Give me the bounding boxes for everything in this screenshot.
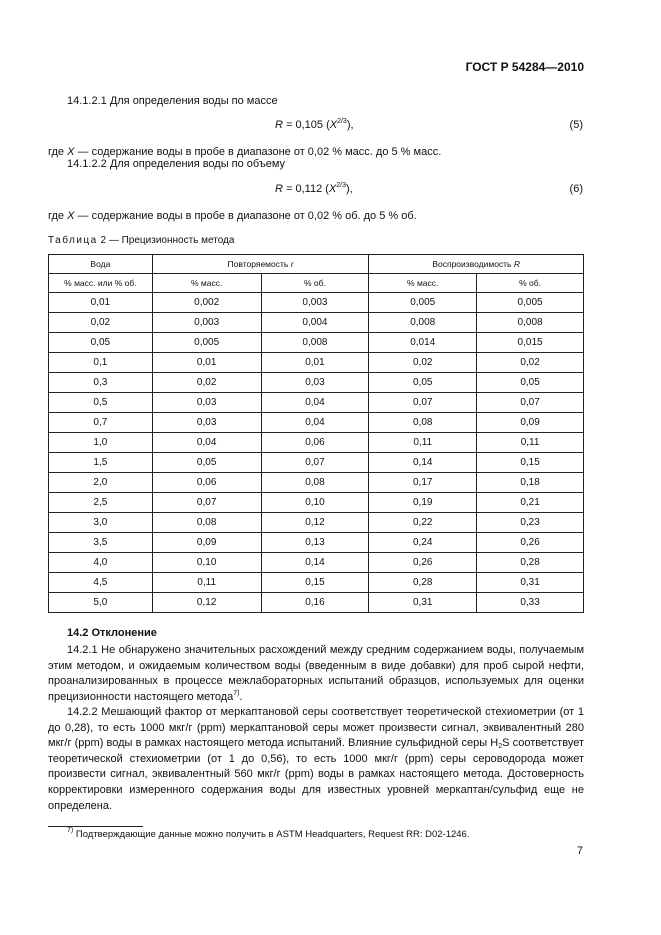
table-cell: 0,31 — [477, 573, 584, 593]
table-cell: 0,21 — [477, 493, 584, 513]
table-cell: 0,26 — [477, 533, 584, 553]
table-cell: 0,31 — [369, 593, 477, 613]
table-cell: 0,01 — [152, 353, 261, 373]
table-cell: 0,5 — [49, 393, 153, 413]
table-cell: 0,18 — [477, 473, 584, 493]
page-number: 7 — [576, 845, 583, 857]
table-cell: 0,08 — [369, 413, 477, 433]
table-cell: 0,08 — [261, 473, 369, 493]
table-cell: 0,26 — [369, 553, 477, 573]
table-row — [49, 333, 584, 353]
table-cell: 0,15 — [261, 573, 369, 593]
table-cell: 0,003 — [261, 293, 369, 313]
table-row — [49, 493, 584, 513]
table-cell: 0,005 — [477, 293, 584, 313]
table-cell: 0,06 — [152, 473, 261, 493]
table-cell: 0,04 — [152, 433, 261, 453]
paragraph-14-2-2: 14.2.2 Мешающий фактор от меркаптановой серы соответствует теоретической стехиометрии (от 1 до 0,28), то есть 1000 мкг/г (ppm) меркаптановой серы может произвести сигнал, эквивалентный 280 мкг/г (ppm) воды в рамках настоящего метода испытаний. Влияние сульфидной серы $H_2S$ соответствует теоретической стехиометрии (от 1 до 0,56), то есть 1000 мкг/г (ppm) серы сероводорода может произвести сигнал, эквивалентный 560 мкг/г (ppm) воды в рамках настоящего метода. Достоверность корректировки измеренного содержания воды для известных уровней меркаптан/сульфид еще не определена. — [48, 706, 584, 812]
table-cell: 0,005 — [369, 293, 477, 313]
table-row — [49, 433, 584, 453]
table-cell: 1,5 — [49, 453, 153, 473]
table-row — [49, 373, 584, 393]
table-row — [49, 453, 584, 473]
precision-table — [48, 254, 584, 613]
formula-6-number: (6) — [569, 183, 583, 195]
table-cell: 0,014 — [369, 333, 477, 353]
table-cell: 0,05 — [152, 453, 261, 473]
table-row — [49, 393, 584, 413]
footnote-divider — [48, 826, 143, 827]
formula-5: R = 0,105 $(X^{2/3})$, — [275, 118, 354, 131]
subhead-water-units: % масс. или % об. — [49, 274, 153, 293]
table-cell: 0,06 — [261, 433, 369, 453]
table-cell: 0,07 — [369, 393, 477, 413]
table-cell: 0,01 — [49, 293, 153, 313]
table-cell: 4,5 — [49, 573, 153, 593]
table-cell: 0,07 — [477, 393, 584, 413]
table-row — [49, 553, 584, 573]
table-cell: 0,1 — [49, 353, 153, 373]
table-cell: 0,04 — [261, 413, 369, 433]
table-row — [49, 573, 584, 593]
table-cell: 0,33 — [477, 593, 584, 613]
section-14-2-title: 14.2 Отклонение — [67, 627, 157, 639]
table-cell: 0,24 — [369, 533, 477, 553]
table-cell: 2,0 — [49, 473, 153, 493]
table-cell: 0,11 — [369, 433, 477, 453]
table-cell: 0,015 — [477, 333, 584, 353]
head-repeatability: Повторяемость r — [152, 255, 369, 274]
table-cell: 0,05 — [369, 373, 477, 393]
table-cell: 0,16 — [261, 593, 369, 613]
table-cell: 0,04 — [261, 393, 369, 413]
table-cell: 0,07 — [152, 493, 261, 513]
table-cell: 0,008 — [477, 313, 584, 333]
table-cell: 0,12 — [261, 513, 369, 533]
table-cell: 0,03 — [152, 393, 261, 413]
table-row — [49, 353, 584, 373]
table-cell: 0,01 — [261, 353, 369, 373]
head-reproducibility: Воспроизводимость R — [369, 255, 584, 274]
table-cell: 0,13 — [261, 533, 369, 553]
table-cell: 0,004 — [261, 313, 369, 333]
table-cell: 0,28 — [477, 553, 584, 573]
table-cell: 0,002 — [152, 293, 261, 313]
table-cell: 0,17 — [369, 473, 477, 493]
table-cell: 0,28 — [369, 573, 477, 593]
formula-6: R = 0,112 $(X^{2/3})$, — [275, 182, 353, 195]
table-cell: 0,11 — [477, 433, 584, 453]
table-cell: 0,02 — [477, 353, 584, 373]
formula-6-where: где X — содержание воды в пробе в диапазоне от 0,02 % об. до 5 % об. — [48, 210, 417, 222]
subhead-repeat-vol: % об. — [261, 274, 369, 293]
table-row — [49, 473, 584, 493]
formula-5-where: где X — содержание воды в пробе в диапазоне от 0,02 % масс. до 5 % масс. — [48, 146, 442, 158]
table-cell: 0,3 — [49, 373, 153, 393]
table-cell: 0,03 — [261, 373, 369, 393]
table-caption: Таблица 2 — Прецизионность метода — [48, 235, 235, 246]
table-cell: 0,22 — [369, 513, 477, 533]
table-cell: 0,02 — [152, 373, 261, 393]
table-cell: 0,02 — [49, 313, 153, 333]
table-cell: 0,7 — [49, 413, 153, 433]
table-row — [49, 533, 584, 553]
table-cell: 0,07 — [261, 453, 369, 473]
table-cell: 4,0 — [49, 553, 153, 573]
formula-5-number: (5) — [569, 119, 583, 131]
table-cell: 0,09 — [152, 533, 261, 553]
table-cell: 0,05 — [477, 373, 584, 393]
subhead-reprod-vol: % об. — [477, 274, 584, 293]
footnote: $^{7)}$ Подтверждающие данные можно получить в ASTM Headquarters, Request RR: D02-1246. — [67, 827, 470, 840]
table-cell: 0,10 — [261, 493, 369, 513]
table-cell: 0,008 — [369, 313, 477, 333]
head-water: Вода — [49, 255, 153, 274]
table-row — [49, 293, 584, 313]
table-row — [49, 593, 584, 613]
table-cell: 0,11 — [152, 573, 261, 593]
section-14-1-2-1-title: 14.1.2.1 Для определения воды по массе — [67, 95, 278, 107]
standard-code: ГОСТ Р 54284—2010 — [465, 60, 584, 74]
table-cell: 0,10 — [152, 553, 261, 573]
paragraph-14-2-1: 14.2.1 Не обнаружено значительных расхождений между средним содержанием воды, получаемым этим методом, и ожидаемым количеством воды (введенным в виде добавки) для проб сырой нефти, проанализированных в процессе межлабораторных испытаний образцов, используемых для оценки прецизионности настоящего метода$^{7)}$. — [48, 644, 584, 703]
table-cell: 3,5 — [49, 533, 153, 553]
table-cell: 0,12 — [152, 593, 261, 613]
table-row — [49, 513, 584, 533]
table-cell: 0,14 — [369, 453, 477, 473]
table-cell: 0,09 — [477, 413, 584, 433]
footnote-ref: 7) — [233, 689, 240, 697]
table-row — [49, 313, 584, 333]
table-cell: 0,02 — [369, 353, 477, 373]
table-cell: 0,23 — [477, 513, 584, 533]
table-cell: 1,0 — [49, 433, 153, 453]
table-cell: 0,03 — [152, 413, 261, 433]
table-cell: 2,5 — [49, 493, 153, 513]
table-cell: 0,003 — [152, 313, 261, 333]
table-cell: 0,008 — [261, 333, 369, 353]
subhead-reprod-mass: % масс. — [369, 274, 477, 293]
section-14-1-2-2-title: 14.1.2.2 Для определения воды по объему — [67, 158, 286, 170]
table-cell: 0,08 — [152, 513, 261, 533]
table-cell: 0,05 — [49, 333, 153, 353]
table-cell: 0,15 — [477, 453, 584, 473]
table-body — [49, 293, 584, 613]
table-cell: 3,0 — [49, 513, 153, 533]
subhead-repeat-mass: % масс. — [152, 274, 261, 293]
table-cell: 0,19 — [369, 493, 477, 513]
table-row — [49, 413, 584, 433]
table-cell: 0,14 — [261, 553, 369, 573]
table-cell: 0,005 — [152, 333, 261, 353]
table-cell: 5,0 — [49, 593, 153, 613]
